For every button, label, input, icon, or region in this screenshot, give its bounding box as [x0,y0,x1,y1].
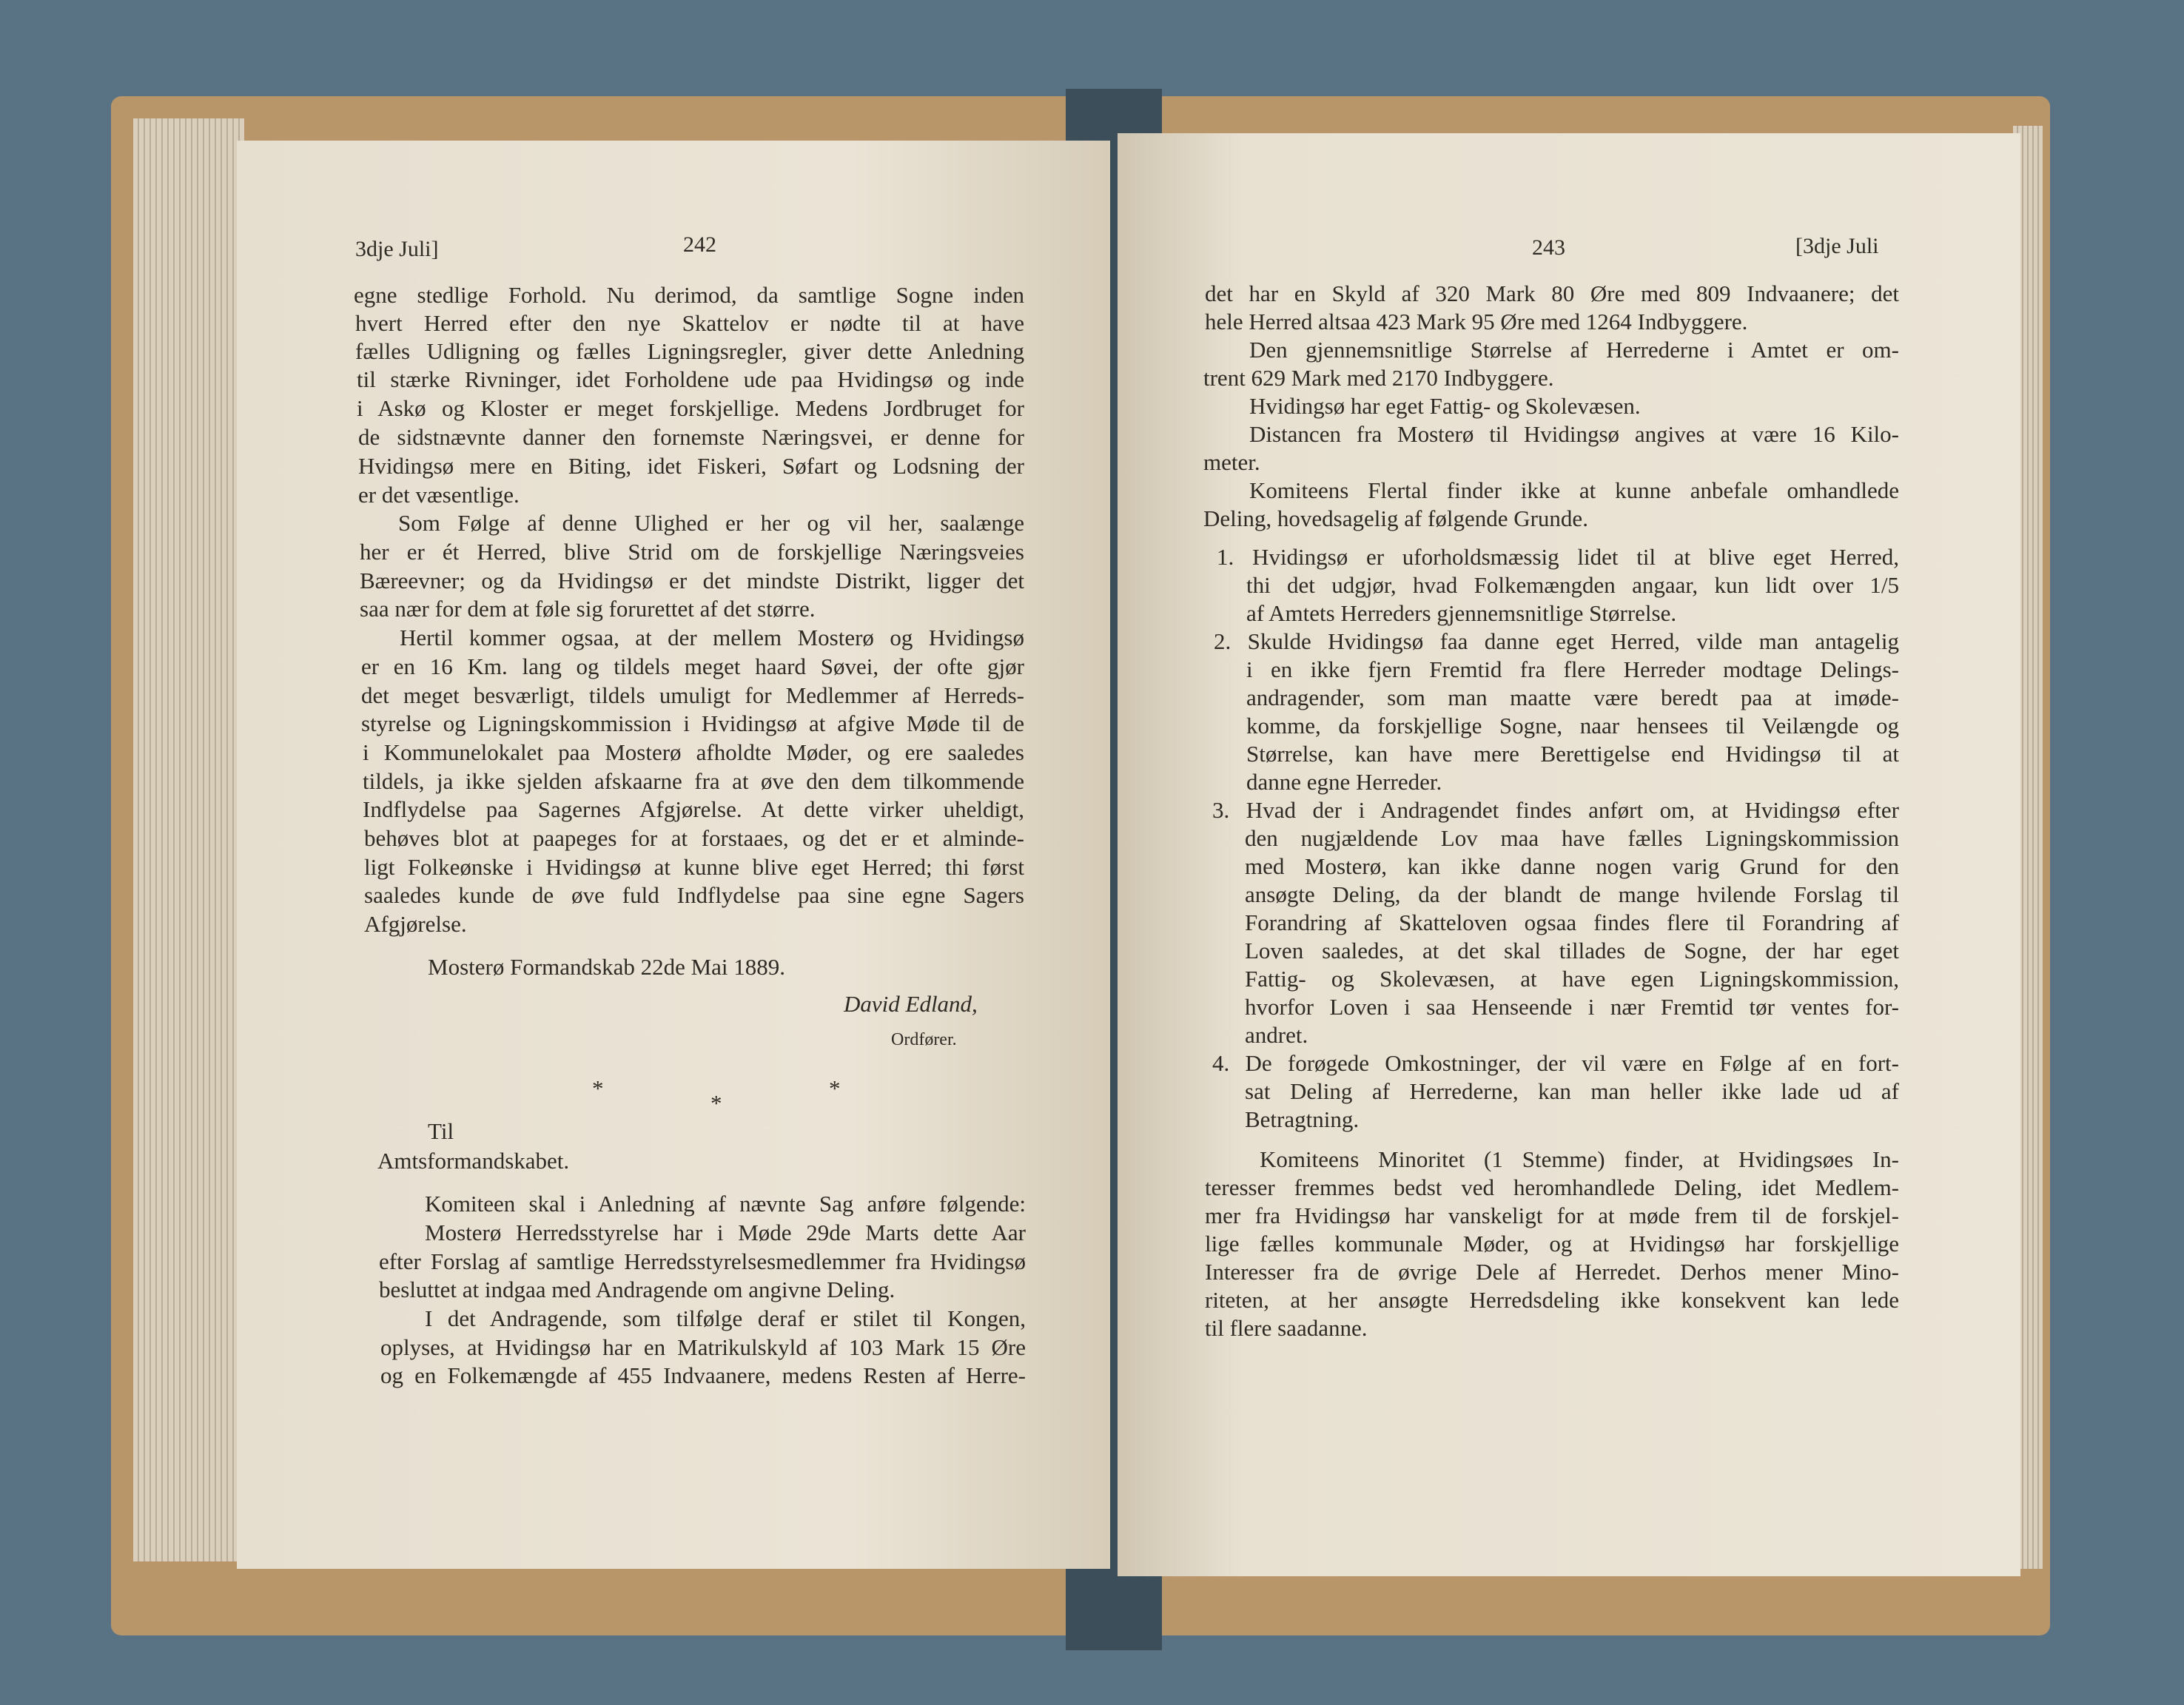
text-line: til stærke Rivninger, idet Forholdene ude paa Hvidingsø og inde [357,366,1024,392]
text-line: besluttet at indgaa med Andragende om angivne Deling. [379,1277,896,1302]
running-header-right: [3dje Juli [1795,234,1879,258]
signature: David Edland, [844,991,978,1017]
text-line: 2. Skulde Hvidingsø faa danne eget Herred, vilde man antagelig [1214,628,1899,654]
text-line: komme, da forskjellige Sogne, naar hensees til Veilængde og [1246,713,1899,739]
right-page [1118,133,2020,1576]
text-line: Afgjørelse. [364,911,467,937]
text-line: de sidstnævnte danner den fornemste Næringsvei, er denne for [358,424,1024,450]
text-line: 4. De forøgede Omkostninger, der vil være en Følge af en fort- [1212,1050,1899,1076]
text-line: ligt Folkeønske i Hvidingsø at kunne blive eget Herred; thi først [364,854,1024,880]
text-line: 3. Hvad der i Andragendet findes anført om, at Hvidingsø efter [1212,797,1899,823]
asterisk: * [710,1090,722,1116]
text-line: Loven saaledes, at det skal tillades de Sogne, der har eget [1245,938,1899,964]
text-line: Interesser fra de øvrige Dele af Herredet. Derhos mener Mino- [1205,1259,1899,1285]
text-line: Den gjennemsnitlige Størrelse af Herrederne i Amtet er om- [1249,337,1899,363]
left-page [237,141,1110,1569]
page-number-right: 243 [1532,235,1565,260]
text-line: meter. [1203,449,1260,475]
text-line: og en Folkemængde af 455 Indvaanere, medens Resten af Herre- [380,1362,1026,1388]
dateline: Mosterø Formandskab 22de Mai 1889. [428,954,786,980]
text-line: trent 629 Mark med 2170 Indbyggere. [1203,365,1554,391]
text-line: thi det udgjør, hvad Folkemængden angaar, kun lidt over 1/5 [1246,572,1899,598]
running-header-left: 3dje Juli] [355,237,439,261]
text-line: Bæreevner; og da Hvidingsø er det mindste Distrikt, ligger det [360,568,1024,593]
text-line: Betragtning. [1245,1106,1360,1132]
text-line: det har en Skyld af 320 Mark 80 Øre med 809 Indvaanere; det [1205,280,1899,306]
text-line: efter Forslag af samtlige Herredsstyrelsesmedlemmer fra Hvidingsø [379,1248,1026,1274]
text-line: den nugjældende Lov maa have fælles Ligningskommission [1245,825,1899,851]
signature-title: Ordfører. [891,1030,957,1049]
text-line: i Askø og Kloster er meget forskjellige. Medens Jordbruget for [357,395,1024,421]
text-line: oplyses, at Hvidingsø har en Matrikulskyld af 103 Mark 15 Øre [380,1334,1026,1360]
text-line: her er ét Herred, blive Strid om de forskjellige Næringsveies [360,539,1024,565]
text-line: saa nær for dem at føle sig forurettet af det større. [360,596,816,622]
text-line: Distancen fra Mosterø til Hvidingsø angives at være 16 Kilo- [1249,421,1899,447]
text-line: andragender, som man maatte være beredt paa at imøde- [1246,685,1899,710]
text-line: Mosterø Herredsstyrelse har i Møde 29de Marts dette Aar [425,1220,1026,1245]
text-line: Fattig- og Skolevæsen, at have egen Ligningskommission, [1245,966,1899,992]
text-line: Hvidingsø mere en Biting, idet Fiskeri, Søfart og Lodsning der [358,453,1024,479]
text-line: danne egne Herreder. [1246,769,1442,795]
text-line: til flere saadanne. [1205,1315,1368,1341]
address-to: Til [428,1118,454,1144]
text-line: er en 16 Km. lang og tildels meget haard Søvei, der ofte gjør [361,653,1024,679]
text-line: styrelse og Ligningskommission i Hvidingsø at afgive Møde til de [361,710,1024,736]
address-recipient: Amtsformandskabet. [377,1148,570,1174]
text-line: er det væsentlige. [358,482,520,508]
text-line: lige fælles kommunale Møder, og at Hvidingsø har forskjellige [1205,1231,1899,1257]
text-line: hele Herred altsaa 423 Mark 95 Øre med 1264 Indbyggere. [1205,309,1748,334]
text-line: Som Følge af denne Ulighed er her og vil her, saalænge [398,510,1024,536]
text-line: I det Andragende, som tilfølge deraf er stilet til Kongen, [425,1305,1026,1331]
text-line: Deling, hovedsagelig af følgende Grunde. [1203,505,1588,531]
text-line: af Amtets Herreders gjennemsnitlige Størrelse. [1246,600,1677,626]
text-line: teresser fremmes bedst ved heromhandlede Deling, idet Medlem- [1205,1174,1899,1200]
text-line: Forandring af Skatteloven ogsaa findes flere til Forandring af [1245,909,1899,935]
text-line: Komiteens Minoritet (1 Stemme) finder, at Hvidingsøes In- [1260,1146,1899,1172]
text-line: egne stedlige Forhold. Nu derimod, da samtlige Sogne inden [354,282,1024,308]
text-line: Komiteen skal i Anledning af nævnte Sag anføre følgende: [425,1191,1026,1217]
text-line: Størrelse, kan have mere Berettigelse end Hvidingsø til at [1246,741,1899,767]
text-line: behøves blot at paapeges for at forstaaes, og det er et alminde- [364,825,1024,851]
text-line: Komiteens Flertal finder ikke at kunne anbefale omhandlede [1249,477,1899,503]
text-line: 1. Hvidingsø er uforholdsmæssig lidet til at blive eget Herred, [1217,544,1899,570]
asterisk: * [592,1075,604,1101]
page-stack-left [133,118,244,1561]
text-line: sat Deling af Herrederne, kan man heller ikke lade ud af [1245,1078,1899,1104]
text-line: saaledes kunde de øve fuld Indflydelse paa sine egne Sagers [364,882,1024,908]
text-line: med Mosterø, kan ikke danne nogen varig Grund for den [1245,853,1899,879]
text-line: mer fra Hvidingsø har vanskeligt for at møde frem til de forskjel- [1205,1203,1899,1228]
text-line: fælles Udligning og fælles Ligningsregler, giver dette Anledning [355,338,1024,364]
text-line: hvert Herred efter den nye Skattelov er nødte til at have [355,310,1024,336]
text-line: Indflydelse paa Sagernes Afgjørelse. At dette virker uheldigt, [363,796,1024,822]
text-line: andret. [1245,1022,1308,1048]
asterisk: * [829,1075,841,1101]
text-line: Hertil kommer ogsaa, at der mellem Mosterø og Hvidingsø [400,625,1024,650]
text-line: ansøgte Deling, da der blandt de mange hvilende Forslag til [1245,881,1899,907]
text-line: hvorfor Loven i saa Henseende i nær Fremtid tør ventes for- [1245,994,1899,1020]
text-line: riteten, at her ansøgte Herredsdeling ikke konsekvent kan lede [1205,1287,1899,1313]
text-line: det meget besværligt, tildels umuligt for Medlemmer af Herreds- [361,682,1024,708]
text-line: i en ikke fjern Fremtid fra flere Herreder modtage Delings- [1246,656,1899,682]
text-line: Hvidingsø har eget Fattig- og Skolevæsen. [1249,393,1641,419]
text-line: tildels, ja ikke sjelden afskaarne fra at øve den dem tilkommende [363,768,1024,794]
text-line: i Kommunelokalet paa Mosterø afholdte Møder, og ere saaledes [363,739,1024,765]
page-number-left: 242 [683,232,716,257]
